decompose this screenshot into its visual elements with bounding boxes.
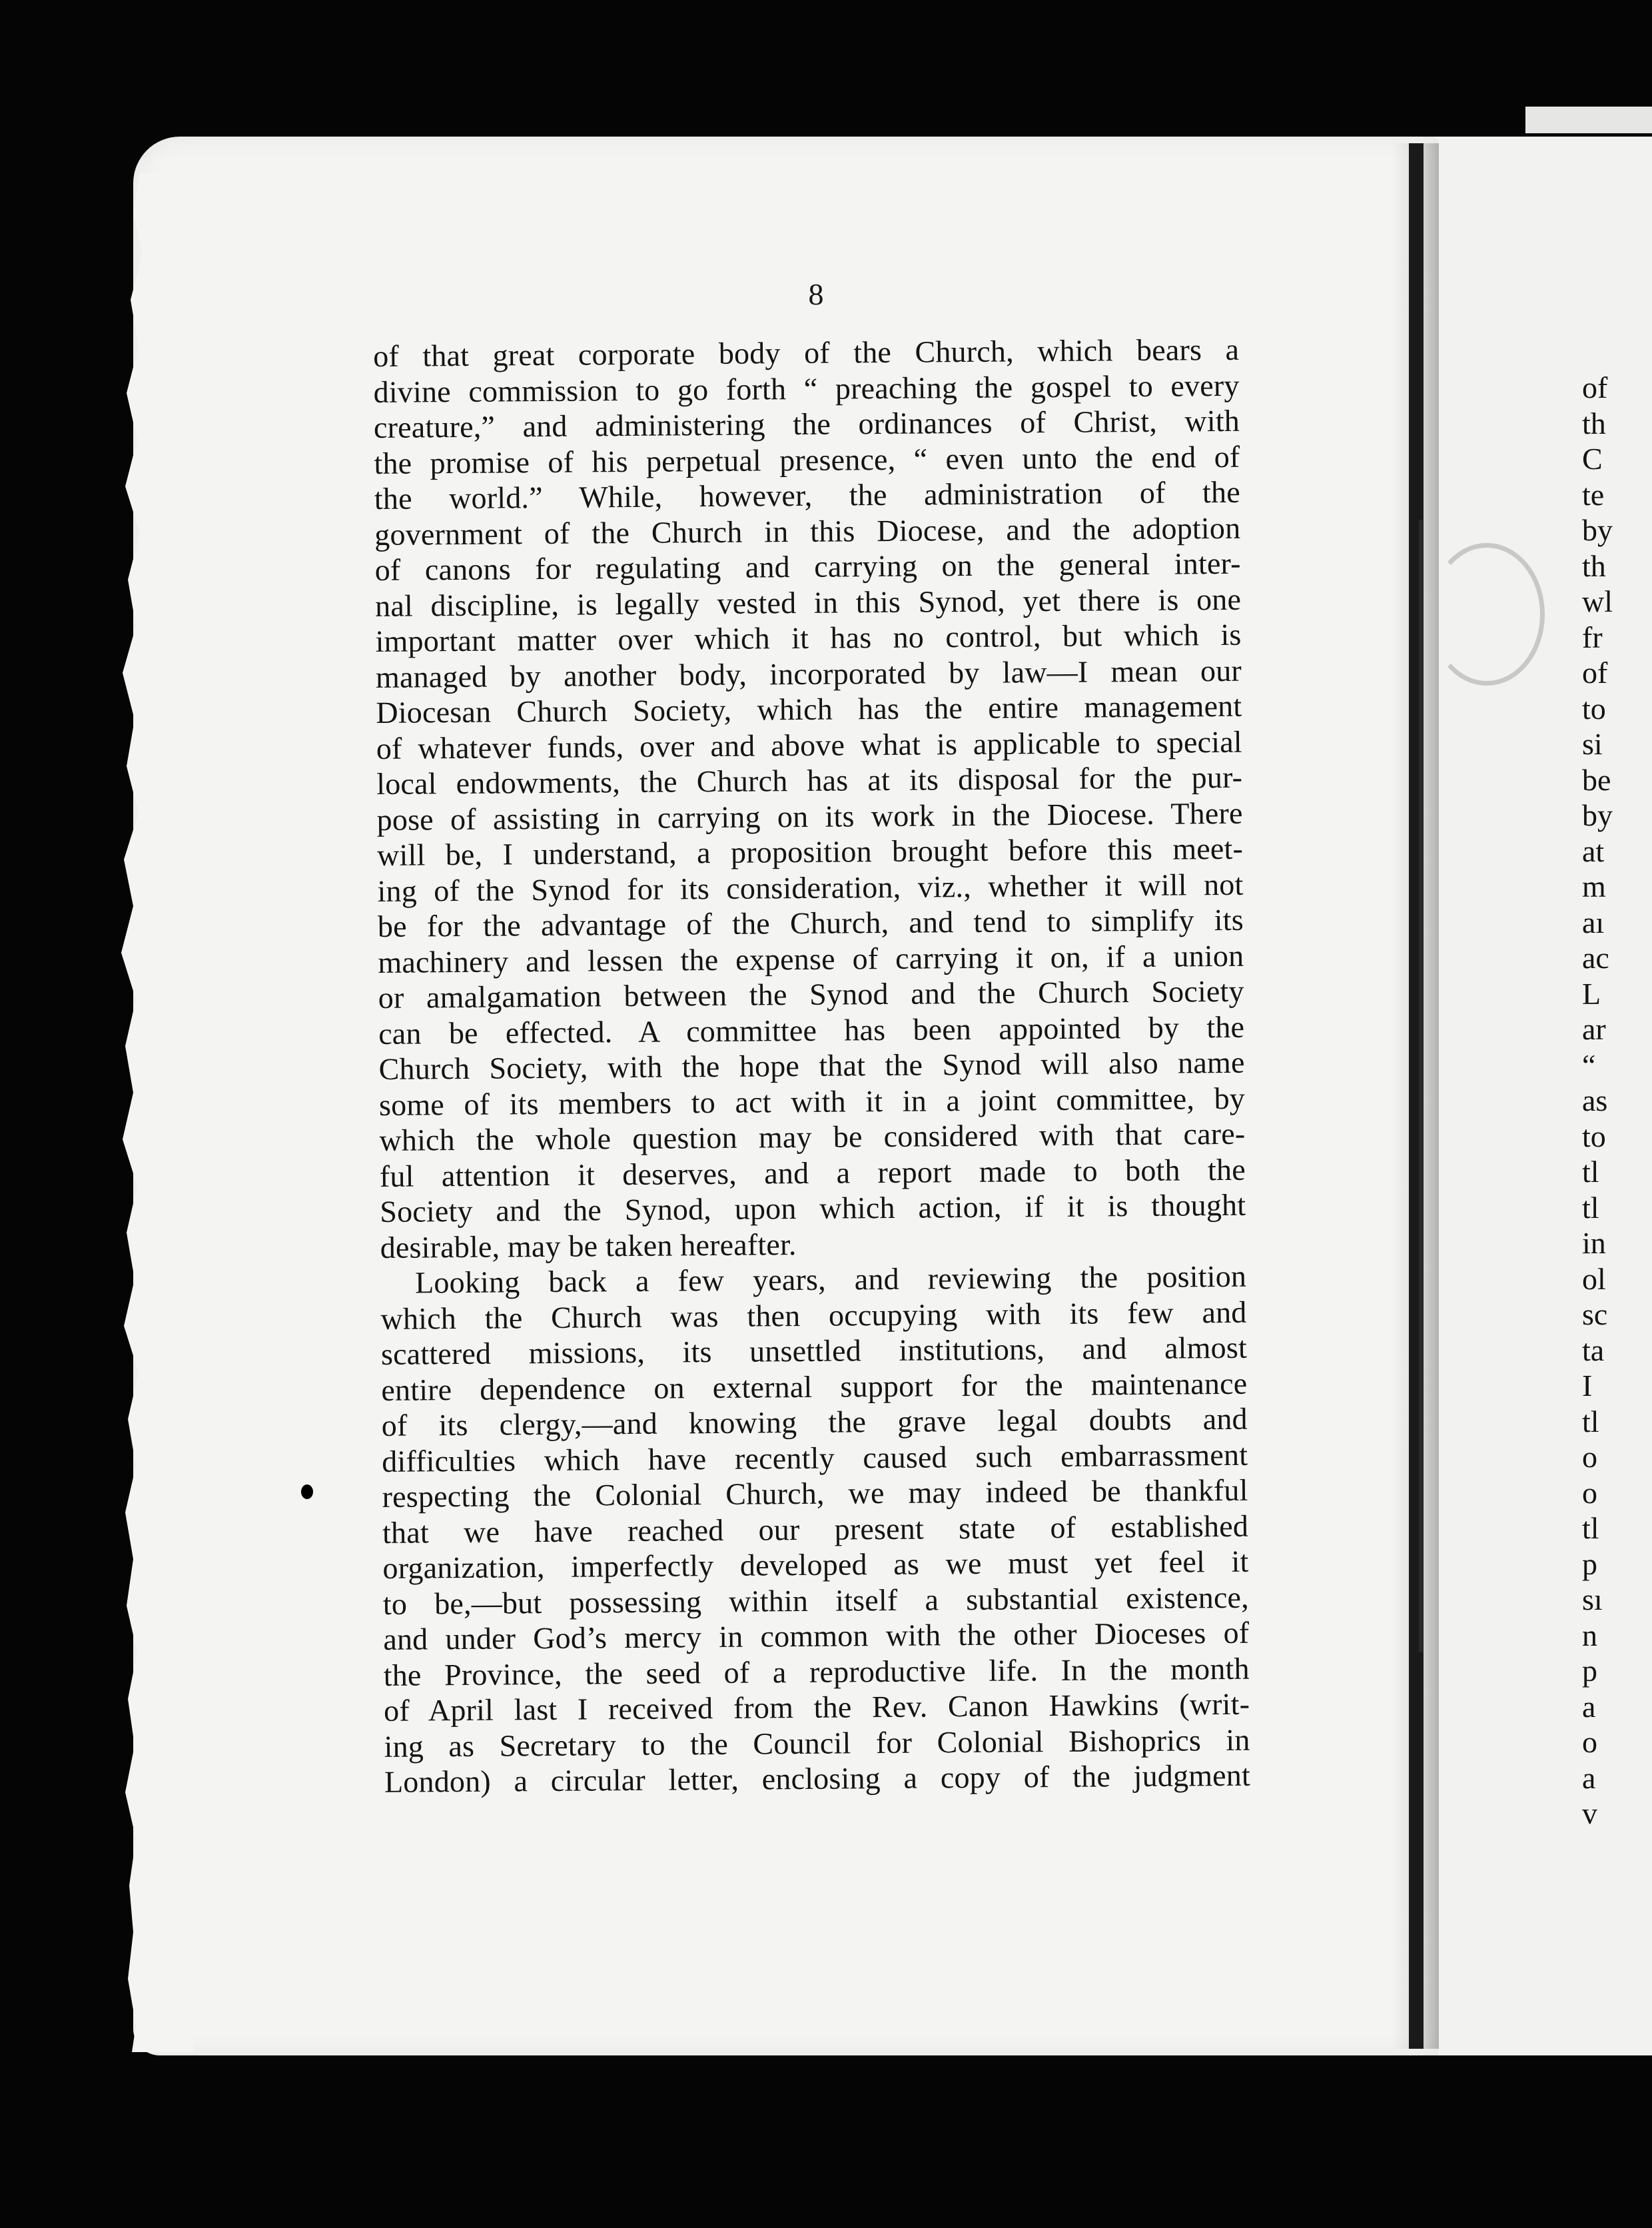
facing-text-fragment: of [1582,370,1608,404]
text-line: Society and the Synod, upon which action, if it is thought [380,1187,1246,1229]
text-line: Looking back a few years, and reviewing the position [414,1259,1247,1300]
text-line: organization, imperfectly developed as we must yet feel it [382,1544,1249,1585]
facing-text-fragment: p [1582,1546,1597,1581]
text-line: to be,—but possessing within itself a substantial existence, [382,1580,1250,1621]
facing-text-fragment: m [1582,869,1606,903]
text-line: local endowments, the Church has at its disposal for the pur- [376,760,1243,801]
facing-text-fragment: tl [1582,1511,1599,1545]
facing-text-fragment: o [1582,1475,1597,1510]
facing-text-fragment: in [1582,1226,1606,1260]
facing-text-fragment: at [1582,834,1605,868]
text-line: machinery and lessen the expense of carrying it on, if a union [378,938,1244,979]
facing-text-fragment: te [1582,477,1605,512]
facing-text-fragment: a [1582,1689,1596,1724]
facing-text-fragment: C [1582,442,1603,476]
facing-text-fragment: sc [1582,1297,1608,1331]
text-line: the Province, the seed of a reproductive life. In the month [383,1651,1250,1692]
facing-text-fragment: sı [1582,1582,1603,1616]
page-body-text [373,332,1251,1871]
facing-page-edge [1525,107,1652,133]
text-line: Church Society, with the hope that the Synod will also name [378,1045,1245,1086]
text-line: of canons for regulating and carrying on the general inter- [374,546,1241,587]
facing-text-fragment: ac [1582,941,1609,975]
facing-text-fragment: L [1582,976,1601,1011]
binding-thread [1419,520,1423,1652]
text-line: important matter over which it has no control, but which is [375,617,1242,658]
facing-page-text-fragments [1582,370,1652,1832]
ink-blot [301,1484,313,1499]
facing-text-fragment: o [1582,1440,1597,1474]
facing-text-fragment: of [1582,656,1608,690]
facing-text-fragment: “ [1582,1047,1596,1082]
text-line: the promise of his perpetual presence, “ even unto the end of [374,439,1240,480]
text-line: that we have reached our present state of established [382,1508,1249,1550]
text-line: difficulties which have recently caused such embarrassment [382,1437,1248,1478]
facing-text-fragment: by [1582,513,1613,547]
text-line: and under God’s mercy in common with the other Dioceses of [383,1615,1250,1656]
facing-text-fragment: p [1582,1654,1597,1688]
facing-text-fragment: o [1582,1725,1597,1759]
text-line: can be effected. A committee has been appointed by the [378,1009,1245,1051]
text-line: London) a circular letter, enclosing a copy of the judgment [384,1758,1251,1799]
text-line: ing as Secretary to the Council for Colonial Bishoprics in [384,1722,1250,1764]
text-line: will be, I understand, a proposition brought before this meet- [376,831,1244,872]
text-line: of its clergy,—and knowing the grave legal doubts and [381,1401,1248,1442]
facing-text-fragment: wl [1582,584,1613,618]
text-line: which the whole question may be considered with that care- [379,1116,1246,1157]
facing-text-fragment: as [1582,1083,1608,1117]
facing-text-fragment: to [1582,691,1606,726]
text-line: pose of assisting in carrying on its work in the Diocese. There [376,796,1243,837]
facing-text-fragment: to [1582,1119,1606,1153]
text-line: ing of the Synod for its consideration, viz., whether it will not [377,867,1244,908]
page-number: 8 [808,277,824,311]
text-line: creature,” and administering the ordinances of Christ, with [373,403,1240,444]
facing-text-fragment: th [1582,406,1606,440]
facing-text-fragment: I [1582,1369,1593,1402]
text-line: Diocesan Church Society, which has the entire management [376,688,1242,730]
facing-text-fragment: th [1582,548,1606,583]
facing-text-fragment: fr [1582,620,1603,654]
text-line: entire dependence on external support for the maintenance [381,1366,1248,1407]
facing-text-fragment: tl [1582,1404,1599,1438]
facing-text-fragment: be [1582,762,1611,797]
text-line: nal discipline, is legally vested in this Synod, yet there is one [374,582,1242,623]
text-line: which the Church was then occupying with its few and [380,1295,1247,1336]
text-line: government of the Church in this Diocese, and the adoption [374,510,1241,552]
facing-text-fragment: by [1582,798,1613,832]
stamp-impression [1429,543,1545,686]
facing-text-fragment: ol [1582,1261,1606,1296]
facing-text-fragment: aı [1582,905,1605,939]
text-line: some of its members to act with it in a joint committee, by [378,1081,1246,1122]
text-line: of whatever funds, over and above what is applicable to special [376,724,1242,766]
text-line: divine commission to go forth “ preaching the gospel to every [373,368,1240,409]
text-line: the world.” While, however, the administration of the [374,474,1241,516]
facing-text-fragment: tl [1582,1155,1599,1189]
text-line: respecting the Colonial Church, we may indeed be thankful [382,1472,1248,1514]
text-line: desirable, may be taken hereafter. [380,1227,797,1265]
text-line: ful attention it deserves, and a report made to both the [379,1152,1246,1193]
text-line: managed by another body, incorporated by law—I mean our [375,653,1242,694]
facing-text-fragment: n [1582,1618,1597,1652]
facing-text-fragment: tl [1582,1190,1599,1225]
text-line: of April last I received from the Rev. Canon Hawkins (writ- [383,1686,1250,1728]
facing-text-fragment: si [1582,727,1603,761]
torn-page-edge [113,173,193,2052]
facing-text-fragment: v [1582,1796,1597,1830]
text-line: or amalgamation between the Synod and the Church Society [378,973,1244,1015]
facing-text-fragment: ta [1582,1333,1605,1367]
text-line: be for the advantage of the Church, and tend to simplify its [377,902,1244,943]
facing-text-fragment: ar [1582,1012,1606,1046]
facing-text-fragment: a [1582,1760,1596,1795]
text-line: scattered missions, its unsettled institutions, and almost [380,1330,1248,1371]
text-line: of that great corporate body of the Church, which bears a [373,332,1240,373]
